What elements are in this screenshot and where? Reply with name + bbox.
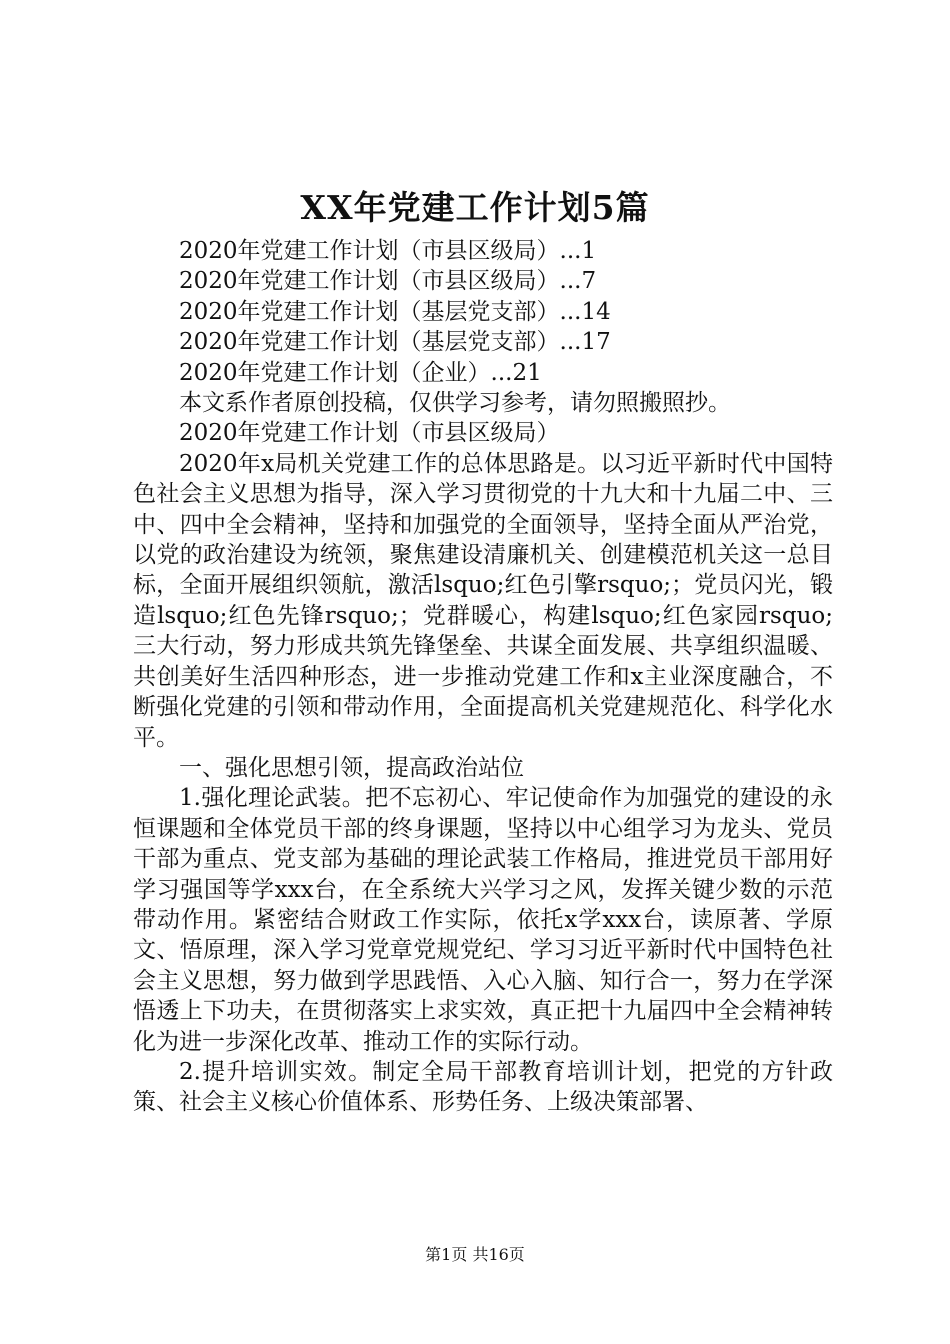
toc-entry: 2020年党建工作计划（市县区级局）...1 (179, 238, 597, 264)
toc-entry: 2020年党建工作计划（企业）...21 (179, 359, 542, 386)
subsection-heading: 一、强化思想引领，提高政治站位 (179, 754, 524, 781)
author-note: 本文系作者原创投稿，仅供学习参考，请勿照搬照抄。 (179, 390, 731, 417)
page-footer: 第1页 共16页 (425, 1245, 525, 1264)
toc-entry: 2020年党建工作计划（基层党支部）...14 (179, 298, 611, 325)
body-paragraph: 2.提升培训实效。制定全局干部教育培训计划，把党的方针政策、社会主义核心价值体系、形势任务、上级决策部署、 (133, 1058, 833, 1116)
document-title: XX年党建工作计划5篇 (300, 188, 650, 227)
section-heading: 2020年党建工作计划（市县区级局） (179, 420, 560, 447)
toc-entry: 2020年党建工作计划（市县区级局）...7 (179, 268, 597, 295)
toc-entry: 2020年党建工作计划（基层党支部）...17 (179, 329, 611, 356)
body-paragraph: 2020年x局机关党建工作的总体思路是。以习近平新时代中国特色社会主义思想为指导，深入学习贯彻党的十九大和十九届二中、三中、四中全会精神，坚持和加强党的全面领导，坚持全面从严治党，以党的政治建设为统领，聚焦建设清廉机关、创建模范机关这一总目标，全面开展组织领航，激活lsquo;红色引擎rsquo;；党员闪光，锻造lsquo;红色先锋rsquo;；党群暖心，构建lsquo;红色家园rsquo;三大行动，努力形成共筑先锋堡垒、共谋全面发展、共享组织温暖、共创美好生活四种形态，进一步推动党建工作和x主业深度融合，不断强化党建的引领和带动作用，全面提高机关党建规范化、科学化水平。 (133, 450, 833, 751)
body-paragraph: 1.强化理论武装。把不忘初心、牢记使命作为加强党的建设的永恒课题和全体党员干部的终身课题，坚持以中心组学习为龙头、党员干部为重点、党支部为基础的理论武装工作格局，推进党员干部用好学习强国等学xxx台，在全系统大兴学习之风，发挥关键少数的示范带动作用。紧密结合财政工作实际，依托x学xxx台，读原著、学原文、悟原理，深入学习党章党规党纪、学习习近平新时代中国特色社会主义思想，努力做到学思践悟、入心入脑、知行合一，努力在学深悟透上下功夫，在贯彻落实上求实效，真正把十九届四中全会精神转化为进一步深化改革、推动工作的实际行动。 (133, 785, 833, 1055)
document-body (133, 236, 833, 1118)
